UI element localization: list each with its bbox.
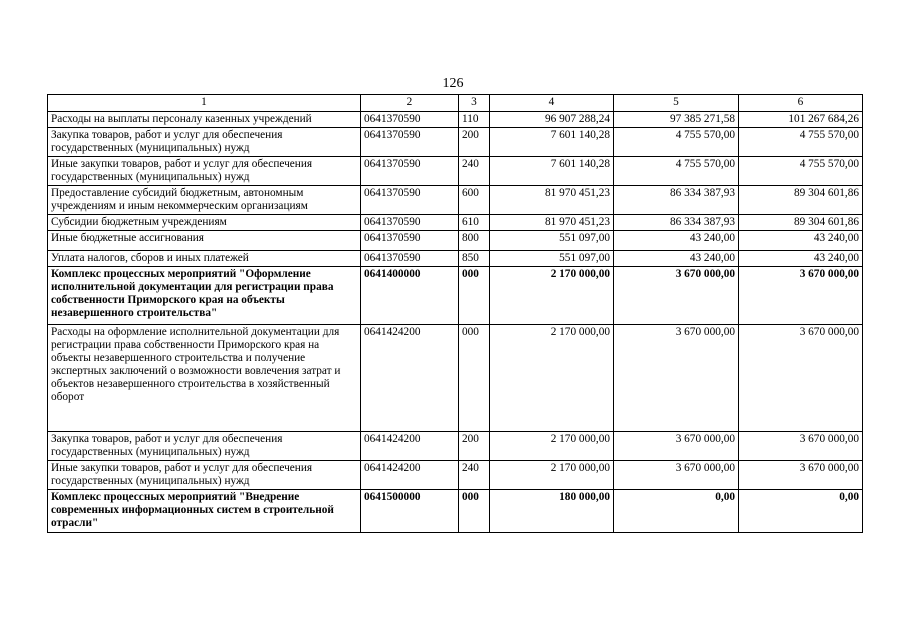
page-number: 126 (442, 76, 464, 91)
row-code-cell: 0641370590 (361, 112, 459, 128)
row-amount-col5: 3 670 000,00 (614, 267, 739, 325)
table-row (48, 157, 863, 186)
table-row (48, 186, 863, 215)
row-type-cell: 240 (459, 157, 490, 186)
table-row (48, 231, 863, 251)
row-amount-col4: 7 601 140,28 (490, 157, 614, 186)
row-amount-col6: 43 240,00 (739, 251, 863, 267)
row-amount-col5: 3 670 000,00 (614, 325, 739, 432)
row-type-cell: 200 (459, 128, 490, 157)
table-row (48, 112, 863, 128)
row-name-cell: Закупка товаров, работ и услуг для обеспечения государственных (муниципальных) нужд (48, 128, 361, 157)
row-amount-col6: 4 755 570,00 (739, 128, 863, 157)
row-code-cell: 0641370590 (361, 251, 459, 267)
header-cell: 2 (361, 95, 459, 112)
row-amount-col5: 4 755 570,00 (614, 128, 739, 157)
row-type-cell: 800 (459, 231, 490, 251)
row-code-cell: 0641500000 (361, 490, 459, 533)
row-amount-col6: 43 240,00 (739, 231, 863, 251)
table-row (48, 215, 863, 231)
row-amount-col4: 2 170 000,00 (490, 325, 614, 432)
row-type-cell: 610 (459, 215, 490, 231)
row-amount-col4: 81 970 451,23 (490, 186, 614, 215)
row-amount-col4: 551 097,00 (490, 251, 614, 267)
row-name-cell: Иные бюджетные ассигнования (48, 231, 361, 251)
row-name-cell: Иные закупки товаров, работ и услуг для обеспечения государственных (муниципальных) нужд (48, 157, 361, 186)
row-amount-col5: 86 334 387,93 (614, 215, 739, 231)
row-amount-col6: 89 304 601,86 (739, 215, 863, 231)
row-amount-col6: 3 670 000,00 (739, 325, 863, 432)
row-amount-col5: 3 670 000,00 (614, 432, 739, 461)
row-type-cell: 200 (459, 432, 490, 461)
row-name-cell: Закупка товаров, работ и услуг для обеспечения государственных (муниципальных) нужд (48, 432, 361, 461)
row-amount-col4: 2 170 000,00 (490, 267, 614, 325)
row-name-cell: Иные закупки товаров, работ и услуг для обеспечения государственных (муниципальных) нужд (48, 461, 361, 490)
row-code-cell: 0641370590 (361, 186, 459, 215)
table-row (48, 267, 863, 325)
row-amount-col4: 2 170 000,00 (490, 461, 614, 490)
row-amount-col6: 101 267 684,26 (739, 112, 863, 128)
row-name-cell: Расходы на оформление исполнительной документации для регистрации права собственности Приморского края на объекты незавершенного строительства и получение экспертных заключений о возможности вовлечения затрат и объектов незавершенного строительства в хозяйственный оборот (48, 325, 361, 432)
budget-table (47, 94, 863, 533)
table-row (48, 461, 863, 490)
row-code-cell: 0641424200 (361, 461, 459, 490)
row-amount-col4: 81 970 451,23 (490, 215, 614, 231)
row-amount-col5: 4 755 570,00 (614, 157, 739, 186)
row-code-cell: 0641400000 (361, 267, 459, 325)
row-name-cell: Комплекс процессных мероприятий "Внедрение современных информационных систем в строительной отрасли" (48, 490, 361, 533)
row-amount-col4: 551 097,00 (490, 231, 614, 251)
header-cell: 4 (490, 95, 614, 112)
row-code-cell: 0641424200 (361, 432, 459, 461)
row-amount-col6: 3 670 000,00 (739, 461, 863, 490)
table-row (48, 251, 863, 267)
table-row (48, 490, 863, 533)
row-type-cell: 000 (459, 267, 490, 325)
header-cell: 6 (739, 95, 863, 112)
row-amount-col6: 3 670 000,00 (739, 432, 863, 461)
row-name-cell: Предоставление субсидий бюджетным, автономным учреждениям и иным некоммерческим организациям (48, 186, 361, 215)
row-type-cell: 850 (459, 251, 490, 267)
row-name-cell: Уплата налогов, сборов и иных платежей (48, 251, 361, 267)
column-number-header (48, 95, 863, 112)
row-name-cell: Комплекс процессных мероприятий "Оформление исполнительной документации для регистрации права собственности Приморского края на объекты незавершенного строительства" (48, 267, 361, 325)
row-type-cell: 600 (459, 186, 490, 215)
row-amount-col5: 0,00 (614, 490, 739, 533)
row-amount-col4: 7 601 140,28 (490, 128, 614, 157)
row-type-cell: 000 (459, 325, 490, 432)
row-code-cell: 0641370590 (361, 231, 459, 251)
row-code-cell: 0641424200 (361, 325, 459, 432)
row-amount-col6: 0,00 (739, 490, 863, 533)
row-amount-col6: 3 670 000,00 (739, 267, 863, 325)
row-code-cell: 0641370590 (361, 157, 459, 186)
table-row (48, 325, 863, 432)
row-type-cell: 240 (459, 461, 490, 490)
header-cell: 1 (48, 95, 361, 112)
row-amount-col4: 180 000,00 (490, 490, 614, 533)
row-amount-col5: 43 240,00 (614, 231, 739, 251)
row-amount-col5: 86 334 387,93 (614, 186, 739, 215)
row-type-cell: 000 (459, 490, 490, 533)
row-amount-col5: 3 670 000,00 (614, 461, 739, 490)
table-row (48, 432, 863, 461)
row-amount-col6: 4 755 570,00 (739, 157, 863, 186)
row-name-cell: Расходы на выплаты персоналу казенных учреждений (48, 112, 361, 128)
header-cell: 5 (614, 95, 739, 112)
row-amount-col5: 43 240,00 (614, 251, 739, 267)
row-code-cell: 0641370590 (361, 128, 459, 157)
table-row (48, 128, 863, 157)
row-amount-col4: 2 170 000,00 (490, 432, 614, 461)
row-type-cell: 110 (459, 112, 490, 128)
row-amount-col6: 89 304 601,86 (739, 186, 863, 215)
row-amount-col5: 97 385 271,58 (614, 112, 739, 128)
row-code-cell: 0641370590 (361, 215, 459, 231)
header-cell: 3 (459, 95, 490, 112)
row-amount-col4: 96 907 288,24 (490, 112, 614, 128)
row-name-cell: Субсидии бюджетным учреждениям (48, 215, 361, 231)
